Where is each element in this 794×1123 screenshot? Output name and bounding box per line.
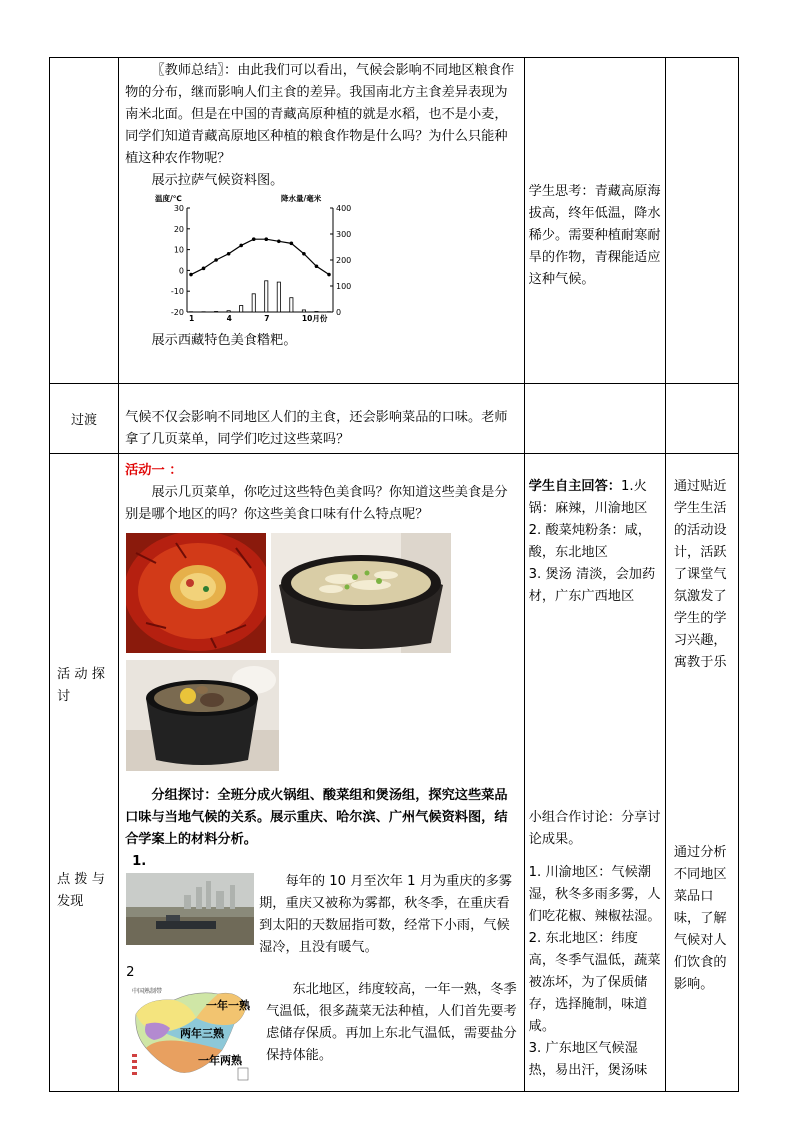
left-tick-label: 0 [179,266,185,276]
group-discuss-text: 小组合作讨论：分享讨论成果。 [528,810,661,847]
result-2: 2. 东北地区：纬度高，冬季气温低，蔬菜被冻坏，为了保质储存，选择腌制，味道咸。 [528,931,661,1034]
activity-goal-text: 通过贴近学生生活的活动设计，活跃了课堂气氛激发了学生的学习兴趣，寓教于乐 [673,479,727,670]
transition-student-cell [524,384,665,454]
result-3: 3. 广东地区气候湿热，易出汗，煲汤味 [528,1041,648,1078]
precip-bar [315,311,318,312]
transition-goal-cell [665,384,738,454]
food-photos [119,526,524,776]
right-axis-title: 降水量/毫米 [281,194,322,203]
group-discussion-text: 分组探讨：全班分成火锅组、酸菜组和煲汤组，探究这些菜品口味与当地气候的关系。展示重庆、哈尔滨、广州气候资料图，结合学案上的材料分析。 [125,788,508,847]
transition-content-cell [119,384,525,454]
lesson-plan-table [49,57,739,1092]
temperature-point [202,267,206,271]
precip-bar [240,306,243,313]
row-transition [50,384,739,454]
chongqing-block [119,873,524,963]
activity-text: 展示几页菜单，你吃过这些特色美食吗？你知道这些美食是分别是哪个地区的吗？你这些美食口味有什么特点呢？ [125,485,508,522]
result-1: 1. 川渝地区：气候潮湿，秋冬多雨多雾，人们吃花椒、辣椒祛湿。 [528,865,661,924]
row1-student-cell [524,58,665,384]
left-tick-label: 30 [173,204,185,213]
temperature-point [214,258,218,262]
x-tick-label: 10月份 [302,314,328,323]
precip-bar [252,294,255,312]
right-tick-label: 0 [336,308,342,317]
hotpot-photo [126,533,266,653]
student-answer-lead: 学生自主回答： [528,479,621,494]
activity-label: 活 动 探 讨 [57,667,105,704]
item-number-2: 2 [126,965,135,980]
china-cropping-map [126,984,254,1084]
temperature-point [252,237,256,241]
student-answer-3: 3. 煲汤 清淡，会加药材，广东广西地区 [528,567,656,604]
left-tick-label: 20 [173,224,185,234]
soup-pot-photo [126,660,279,771]
precip-bar [290,298,293,312]
guide-goal-text: 通过分析不同地区菜品口味，了解气候对人们饮食的影响。 [673,845,727,992]
activity-student-cell [524,454,665,1092]
temperature-point [327,273,331,277]
precip-bar [215,311,218,312]
temperature-point [302,252,306,256]
activity-label-cell [50,454,119,1092]
temperature-point [290,242,294,246]
map-label-three-crops: 两年三熟 [180,1027,225,1040]
precip-bar [277,282,280,312]
activity-goal-cell [665,454,738,1092]
left-tick-label: -20 [171,308,185,317]
temperature-line [191,239,329,274]
temperature-point [277,239,281,243]
transition-text: 气候不仅会影响不同地区人们的主食，还会影响菜品的口味。老师拿了几页菜单，同学们吃过这些菜吗？ [125,410,508,447]
precip-bar [265,281,268,312]
precip-bar [227,311,230,312]
row1-goal-cell [665,58,738,384]
lhasa-climate-chart [153,192,373,328]
x-tick-label: 4 [226,314,232,323]
item-number-1: 1. [132,854,147,869]
student-answers [525,454,665,608]
temperature-point [189,273,193,277]
northeast-text: 东北地区，纬度较高，一年一熟，冬季气温低，很多蔬菜无法种植，人们首先要考虑储存保质。再加上东北气温低，需要盐分保持体能。 [266,982,517,1063]
left-tick-label: -10 [171,287,185,297]
temperature-point [315,264,319,268]
x-tick-label: 1 [189,314,195,323]
right-tick-label: 300 [336,230,352,239]
student-thinking-text: 学生思考：青藏高原海拔高，终年低温，降水稀少。需要种植耐寒耐旱的作物，青稞能适应这种气候。 [528,184,661,287]
x-tick-label: 7 [264,314,270,323]
transition-label: 过渡 [71,413,98,428]
teacher-summary-text: 〖教师总结〗：由此我们可以看出，气候会影响不同地区粮食作物的分布，继而影响人们主食的差异。我国南北方主食差异表现为南米北面。但是在中国的青藏高原种植的就是水稻，也不是小麦，同学们知道青藏高原地区种植的粮食作物是什么吗？为什么只能种植这种农作物呢？ [125,63,515,166]
activity-title: 活动一 ： [125,463,183,478]
student-answer-1: 1.火锅：麻辣，川渝地区 [528,479,648,516]
map-label-one-crop: 一年一熟 [206,999,251,1012]
transition-label-cell [50,384,119,454]
right-tick-label: 200 [336,256,352,265]
temperature-point [265,237,269,241]
left-axis-title: 温度/℃ [155,194,182,203]
temperature-point [239,244,243,248]
right-tick-label: 100 [336,282,352,291]
row-teacher-summary [50,58,739,384]
map-title: 中国熟制带 [132,988,163,995]
row1-content-cell [119,58,525,384]
chongqing-text: 每年的 10 月至次年 1 月为重庆的多雾期，重庆又被称为雾都，秋冬季，在重庆看到太阳的天数屈指可数，经常下小雨，气候湿冷，且没有暖气。 [259,874,513,955]
student-answer-2: 2. 酸菜炖粉条：咸，酸，东北地区 [528,523,651,560]
row-activity [50,454,739,1092]
map-label-two-crops: 一年两熟 [198,1054,243,1067]
temperature-point [227,252,231,256]
precip-bar [302,310,305,312]
activity-content-cell [119,454,525,1092]
chongqing-fog-photo [126,873,254,945]
show-climate-text: 展示拉萨气候资料图。 [151,173,284,188]
lhasa-climate-chart-wrap [119,192,524,328]
northeast-block [119,984,524,1084]
row1-label-cell [50,58,119,384]
sauerkraut-stew-photo [271,533,451,653]
left-tick-label: 10 [173,245,185,255]
show-food-text: 展示西藏特色美食糌粑。 [151,333,297,348]
right-tick-label: 400 [336,204,352,213]
guide-label: 点 拨 与 发现 [57,872,105,909]
